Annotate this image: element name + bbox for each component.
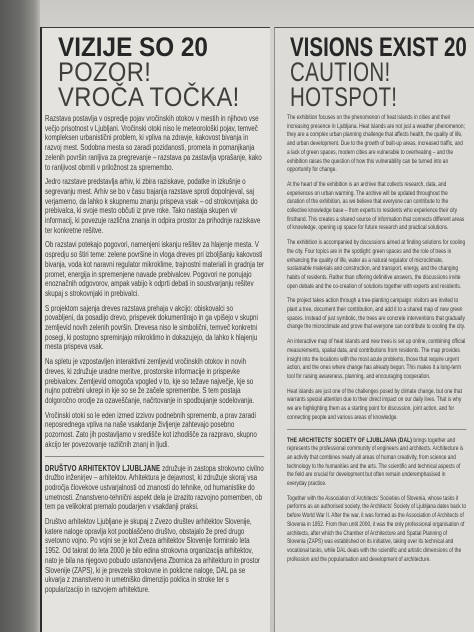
wall-edge (0, 0, 40, 632)
closing-paragraph: Vročinski otoki so le eden izmed izzivov podnebnih sprememb, a prav zaradi neposrednega vpliva na naše vsakdanje življenje zahtevajo posebno pozornost. Zato jih postavljamo v središče kot izhodišče za razpravo, skupno akcijo ter povezovanje različnih znanj in ljudi. (45, 410, 257, 449)
society-lead: THE ARCHITECTS' SOCIETY OF LJUBLJANA (DAL) (287, 436, 413, 444)
society-lead: DRUŠTVO ARHITEKTOV LJUBLJANE (45, 463, 161, 473)
section-divider (287, 429, 466, 430)
title-line-2: POZOR! (58, 57, 152, 87)
society-paragraph (45, 464, 264, 513)
title-main: VIZIJE SO 20 (58, 32, 208, 62)
slovenian-title (58, 32, 264, 112)
tree-planting-paragraph: S projektom sajenja dreves razstava prehaja v akcijo: obiskovalci so povabljeni, da posadijo drevo, prispevek dokumentirajo in ga vpišejo v skupni zemljevid novih zelenih površin. Drevesa niso le simbolični, temveč konkretni posegi, ki postopno spreminjajo mikroklimo in dokazujejo, da lahko k hlajenju mesta prispeva vsak. (45, 303, 258, 352)
history-paragraph: Društvo arhitektov Ljubljane je skupaj z Zvezo društev arhitektov Slovenije, katere naloge opravlja kot pooblaščeno društvo, obstajalo že pred drugo svetovno vojno. Po vojni se je kot Zveza arhitektov Slovenije formiralo leta 1952. Od takrat do leta 2000 je bilo edina strokovna organizacija arhitektov, nato je bila na njegovo pobudo ustanovljena Zbornica za arhitekturo in prostor Slovenije (ZAPS), ki je prevzela strokovne in poklicne naloge, DAL pa se ukvarja z znanstveno in umetniško dimenzijo poklica in stroke ter s popularizacijo in razvojem arhitekture. (45, 517, 260, 594)
discussions-paragraph: Ob razstavi potekajo pogovori, namenjeni iskanju rešitev za hlajenje mesta. V ospredju so štiri teme: zelene površine in vloga dreves pri izboljšanju kakovosti bivanja, voda kot naravni regulator mikroklime, trajnostni materiali in gradnja ter promet, energija in spremenjene navade prebivalcev. Pogovori ne ponujajo enoznačnih odgovorov, ampak vabijo k odprti debati in soustvarjanju rešitev skupaj s strokovnjaki in prebivalci. (45, 240, 265, 298)
interactive-map-paragraph: An interactive map of heat islands and new trees is set up online, combining official measurements, spatial data, and contributions from residents. The map provides insight into the locations with the most acute problems, those that require urgent action, and the ones where change has already begun. This makes it a long-term tool for raising awareness, planning, and encouraging cooperation. (287, 338, 466, 380)
history-paragraph: Together with the Association of Architects' Societies of Slovenia, whose tasks it performs as an authorised society, the Architects' Society of Ljubljana dates back to before World War II. After the war, it was formed as the Association of Architects of Slovenia in 1952. From then until 2000, it was the only professional organisation of architects, after which the Chamber of Architecture and Spatial Planning of Slovenia (ZAPS) was established on its initiative, taking over its technical and vocational tasks, while DAL deals with the scientific and artistic dimensions of the profession and the popularisation and development of architecture. (287, 494, 467, 563)
english-body-text (287, 114, 466, 570)
title-line-3: HOTSPOT! (290, 82, 398, 112)
intro-paragraph: The exhibition focuses on the phenomenon of heat islands in cities and their increasing presence in Ljubljana. Heat islands are not just a weather phenomenon; they are a complex urban planning challenge that affects health, the quality of life, and urban development. Due to the growth of built-up areas, increased traffic, and a lack of green spaces, modern cities are vulnerable to overheating – and the exhibition raises the question of how this vulnerability can be turned into an opportunity for change. (287, 114, 465, 174)
title-line-3: VROČA TOČKA! (58, 82, 240, 112)
intro-paragraph: Razstava postavlja v ospredje pojav vročinskih otokov v mestih in njihovo vse večjo prisotnost v Ljubljani. Vročinski otoki niso le meteorološki pojav, temveč kompleksen urbanistični problem, ki vpliva na zdravje, kakovost bivanja in razvoj mest. Sodobna mesta so zaradi pozidanosti, prometa in pomanjkanja zelenih površin ranljiva za pregrevanje – razstava pa zastavlja vprašanje, kako to ranljivost obrniti v priložnost za spremembo. (45, 114, 262, 172)
closing-paragraph: Heat islands are just one of the challenges posed by climate change, but one that warrants special attention due to their direct impact on our daily lives. That is why we are highlighting them as a starting point for discussion, joint action, and for connecting people and various areas of knowledge. (287, 387, 462, 421)
tree-planting-paragraph: The project takes action through a tree-planting campaign: visitors are invited to plant a tree, document their contribution, and add it to a shared map of new green spaces. Instead of just symbolic, the trees are concrete interventions that gradually change the microclimate and prove that everyone can contribute to cooling the city. (287, 297, 466, 331)
section-divider (45, 456, 264, 457)
discussions-paragraph: The exhibition is accompanied by discussions aimed at finding solutions for cooling the city. Four topics are in the spotlight: green spaces and the role of trees in enhancing the quality of life, water as a natural regulator of microclimate, sustainable materials and construction, and transport, energy, and the changing habits of residents. Rather than offering definitive answers, the discussions invite open debate and the co-creation of solutions together with experts and residents. (287, 239, 466, 290)
interactive-map-paragraph: Na spletu je vzpostavljen interaktivni zemljevid vročinskih otokov in novih dreves, ki združuje uradne meritve, prostorske informacije in prispevke prebivalcev. Zemljevid omogoča vpogled v to, kje so težave največje, kje so nujno potrebni ukrepi in kje so se že začele spremembe. S tem postaja dolgoročno orodje za ozaveščanje, načrtovanje in spodbujanje sodelovanja. (45, 357, 255, 405)
society-text: združuje in zastopa strokovno civilno družbo inženirjev – arhitektov. Arhitektura je dejavnost, ki združuje skoraj vsa področja človekove ustvarjalnosti od znanosti do tehnike, od humanistike do umetnosti. Znanstveno-tehnični aspekt dela je izrazito razvojno pomemben, ob tem pa velikokrat premalo poudarjen v vsakdanji praksi. (45, 463, 264, 512)
society-paragraph (287, 437, 466, 489)
slovenian-body-text (45, 114, 264, 600)
archive-paragraph: Jedro razstave predstavlja arhiv, ki zbira raziskave, podatke in izkušnje o segrevanju mest. Arhiv se bo v času trajanja razstave sproti dopolnjeval, saj verjamemo, da lahko k skupnemu znanju prispeva vsak – od strokovnjaka do prebivalca, ki svoje mesto občuti iz prve roke. Tako nastaja skupen vir informacij, ki povezuje različna znanja in odpira prostor za prihodnje raziskave ter konkretne rešitve. (45, 177, 261, 235)
slovenian-column (40, 27, 270, 632)
society-text: brings together and represents the professional community of engineers and architects. Architecture is an activity that combines nearly all areas of human creativity, from science and technology to the humanities and the arts. The scientific and technical aspects of the field are crucial for development but often remain underemphasised in everyday practice. (287, 436, 464, 488)
archive-paragraph: At the heart of the exhibition is an archive that collects research, data, and experiences on urban warming. The archive will be updated throughout the duration of the exhibition, as we believe that everyone can contribute to the collective knowledge base – from experts to residents who experience their city firsthand. This creates a shared source of information that connects different areas of knowledge, opening up space for future research and practical solutions. (287, 180, 465, 232)
title-line-2: CAUTION! (290, 57, 391, 87)
english-column (274, 27, 474, 632)
english-title (290, 32, 474, 112)
title-main: VISIONS EXIST 20 (290, 32, 467, 62)
